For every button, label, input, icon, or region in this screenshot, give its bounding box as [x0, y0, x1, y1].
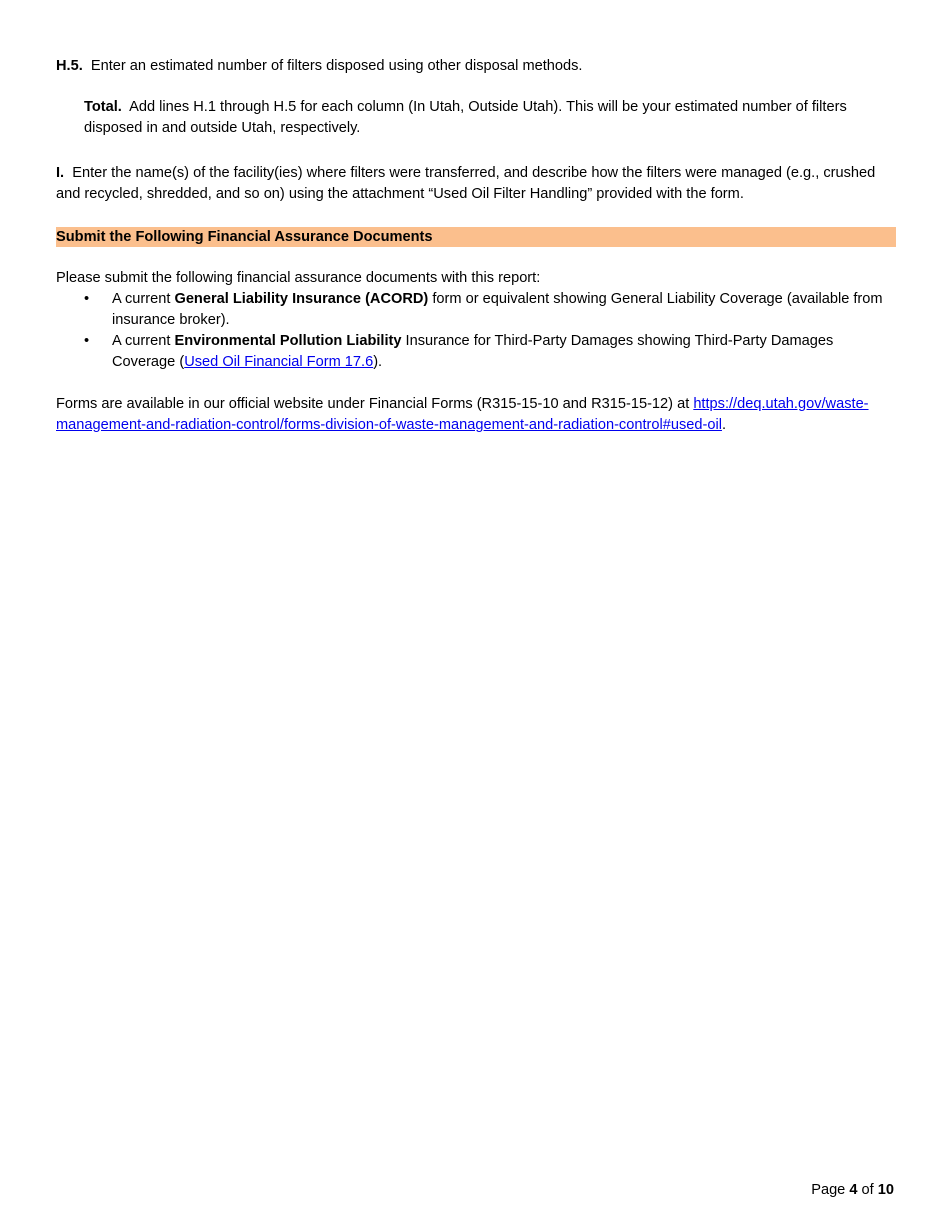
current-page: 4 — [849, 1182, 858, 1198]
forms-text: Forms are available in our official website under Financial Forms (R315-15-10 and R315-15-12) at — [56, 396, 694, 412]
item-i-label: I. — [56, 165, 65, 181]
h5-paragraph — [56, 56, 896, 77]
forms-end: . — [721, 417, 727, 433]
bullet1-prefix: A current — [112, 291, 175, 307]
of-word: of — [857, 1182, 878, 1198]
bullet1-suffix: form or equivalent showing General Liability Coverage (available from insurance broker). — [112, 291, 883, 328]
total-paragraph — [84, 97, 896, 139]
h5-label: H.5. — [56, 58, 83, 74]
bullet2-suffix: ). — [373, 354, 383, 370]
section-heading: Submit the Following Financial Assurance Documents — [56, 227, 896, 247]
bullet-icon: • — [84, 333, 90, 349]
bullet1-bold: General Liability Insurance (ACORD) — [174, 291, 429, 307]
total-pages: 10 — [877, 1182, 894, 1198]
fa-intro: Please submit the following financial assurance documents with this report: — [56, 270, 541, 286]
deq-forms-link[interactable]: https://deq.utah.gov/waste-management-and-radiation-control/forms-division-of-waste-management-and-radiation-control#used-oil — [56, 396, 869, 433]
bullet2-bold: Environmental Pollution Liability — [174, 333, 402, 349]
total-label: Total. — [84, 99, 122, 115]
fa-document-list — [56, 289, 896, 373]
page-word: Page — [811, 1182, 850, 1198]
h5-text: Enter an estimated number of filters disposed using other disposal methods. — [90, 58, 583, 74]
bullet2-middle: Insurance for Third-Party Damages showing Third-Party Damages Coverage ( — [112, 333, 834, 370]
financial-form-link[interactable]: Used Oil Financial Form 17.6 — [184, 354, 374, 370]
list-item — [56, 289, 896, 331]
page-number — [811, 1180, 894, 1201]
bullet2-prefix: A current — [112, 333, 175, 349]
document-page — [56, 0, 896, 1230]
item-i-paragraph — [56, 163, 896, 205]
item-i-text: Enter the name(s) of the facility(ies) where filters were transferred, and describe how the filters were managed (e.g., crushed and recycled, shredded, and so on) using the attachment “Used Oil Filter Handling” provided with the form. — [56, 165, 876, 202]
total-text: Add lines H.1 through H.5 for each column (In Utah, Outside Utah). This will be your estimated number of filters disposed in and outside Utah, respectively. — [84, 99, 847, 136]
list-item — [56, 331, 896, 373]
forms-paragraph — [56, 394, 896, 436]
bullet-icon: • — [84, 291, 90, 307]
